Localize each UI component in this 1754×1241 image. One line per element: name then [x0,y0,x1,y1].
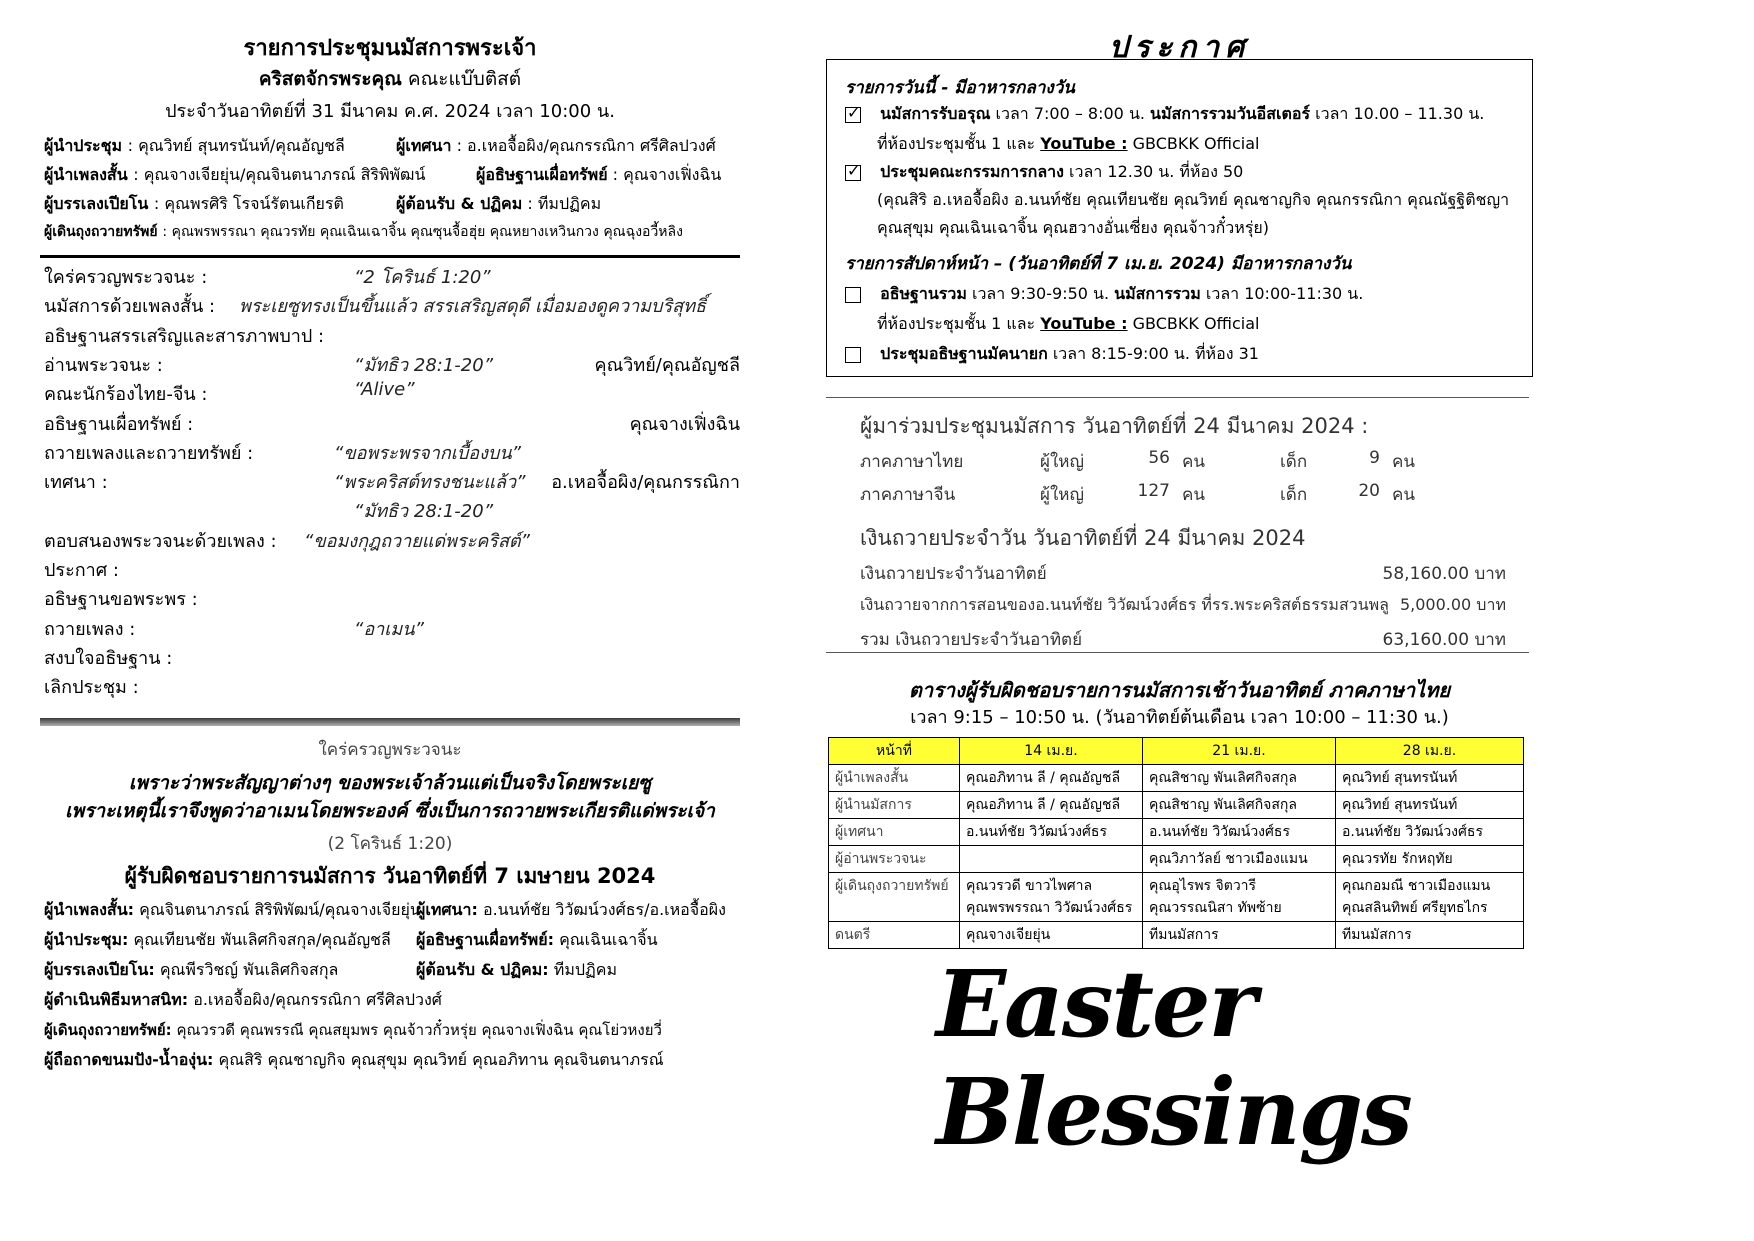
divider [40,255,740,258]
next-staff-row [44,928,744,954]
staff-name: : คุณพรพรรณา คุณวรทัย คุณเฉินเฉาจิ้น คุณซุนจื้อฮุ่ย คุณหยางเหวินกวง คุณฉุงอวี้หลิง [162,224,683,240]
staff-role: ผู้อธิษฐานเผื่อทรัพย์: [416,930,554,949]
order-detail: พระเยซูทรงเป็นขึ้นแล้ว สรรเสริญสดุดี เมื่อมองดูความบริสุทธิ์ [239,296,706,318]
staff-entry [396,134,716,159]
schedule-role: ผู้เทศนา [829,819,960,846]
next-staff-row [44,958,744,984]
staff-entry [44,134,345,159]
offering-row: เงินถวายประจำวันอาทิตย์ 58,160.00 บาท [860,564,1506,584]
committee-members-2: คุณสุขุม คุณเฉินเฉาจิ้น คุณฮวางอั่นเซี่ยง คุณจ้าวกั๋วหรุ่ย) [877,218,1270,237]
staff-name: : คุณจางเจียยุ่น/คุณจินตนาภรณ์ สิริพิพัฒน์ [133,165,426,184]
column-header: 14 เม.ย. [960,738,1143,765]
staff-role: ผู้บรรเลงเปียโน [44,194,149,213]
staff-role: ผู้นำประชุม: [44,930,129,949]
order-detail: “มัทธิว 28:1-20” [354,354,494,376]
divider [826,652,1529,653]
staff-entry [44,1048,664,1073]
schedule-cell: อ.นนท์ชัย วิวัฒน์วงศ์ธร [960,819,1143,846]
schedule-row [829,873,1524,922]
order-item [44,262,740,288]
committee-members-1: (คุณสิริ อ.เหอจื้อผิง อ.นนท์ชัย คุณเทียนชัย คุณวิทย์ คุณชาญกิจ คุณกรรณิกา คุณณัฐฐิติชญา [877,190,1510,209]
schedule-cell: คุณสิชาญ พันเลิศกิจสกุล [1143,765,1336,792]
staff-entry [416,898,726,923]
checkbox-checked-icon [845,107,861,123]
schedule-cell: คุณอภิทาน ลี / คุณอัญชลี [960,765,1143,792]
youtube-link[interactable]: YouTube : [1040,134,1128,153]
schedule-cell: คุณอภิทาน ลี / คุณอัญชลี [960,792,1143,819]
announcement-title: ประกาศ [1108,30,1251,65]
staff-role: ผู้นำเพลงสั้น [44,165,128,184]
next-week-title: ผู้รับผิดชอบรายการนมัสการ วันอาทิตย์ที่ 7 เมษายน 2024 [124,864,656,888]
staff-entry [44,958,338,983]
order-label: คณะนักร้องไทย-จีน : [44,384,208,406]
schedule-row [829,846,1524,873]
order-label: ประกาศ : [44,560,119,581]
next-week-item-1-location: ที่ห้องประชุมชั้น 1 และ YouTube : GBCBKK Official [877,314,1260,333]
next-staff-row [44,988,744,1014]
attendance-row-chinese: ภาคภาษาจีน ผู้ใหญ่ 127 คน เด็ก 20 คน [860,481,1415,505]
order-item [44,555,740,581]
staff-name: คุณพีรวิชญ์ พันเลิศกิจสกุล [159,960,339,979]
staff-name: คุณเทียนชัย พันเลิศกิจสกุล/คุณอัญชลี [133,930,391,949]
staff-name: : อ.เหอจื้อผิง/คุณกรรณิกา ศรีศิลปวงศ์ [456,136,716,155]
order-detail: “Alive” [354,379,415,401]
staff-name: คุณจินตนาภรณ์ สิริพิพัฒน์/คุณจางเจียยุ่น [139,900,421,919]
divider-bar [40,718,740,726]
order-label: อธิษฐานขอพระพร : [44,589,198,611]
order-label: ตอบสนองพระวจนะด้วยเพลง : [44,530,277,552]
order-item [44,614,740,640]
schedule-role: ผู้นำนมัสการ [829,792,960,819]
order-label: เลิกประชุม : [44,677,139,699]
schedule-cell: คุณวิทย์ สุนทรนันท์ [1336,765,1524,792]
offering-row: เงินถวายจากการสอนของอ.นนท์ชัย วิวัฒน์วงศ์ธร ที่รร.พระคริสต์ธรรมสวนพลู 5,000.00 บาท [860,595,1506,614]
staff-role: ผู้นำเพลงสั้น: [44,900,135,919]
next-staff-row [44,898,744,924]
today-item-1: ✓ นมัสการรับอรุณ เวลา 7:00 – 8:00 น. นมัสการรวมวันอีสเตอร์ เวลา 10.00 – 11.30 น. [845,102,1484,127]
attendance-row-thai: ภาคภาษาไทย ผู้ใหญ่ 56 คน เด็ก 9 คน [860,448,1415,472]
order-item [44,526,740,552]
column-header: หน้าที่ [829,738,960,765]
staff-entry [416,928,658,953]
order-item [44,584,740,610]
church-name-rest: คณะแบ๊บติสต์ [407,68,522,90]
staff-role: ผู้บรรเลงเปียโน: [44,960,155,979]
schedule-cell: คุณวรทัย รักหฤทัย [1336,846,1524,873]
staff-name: คุณวรวดี คุณพรรณี คุณสยุมพร คุณจ้าวกั๋วหรุ่ย คุณจางเฟิ่งฉิน คุณโย่วหงยวี่ [176,1021,662,1039]
order-item [44,643,740,669]
order-item [44,379,740,405]
staff-role: ผู้เดินถุงถวายทรัพย์: [44,1021,172,1039]
staff-entry [44,898,421,923]
staff-row [44,134,744,160]
staff-role: ผู้ดำเนินพิธีมหาสนิท: [44,990,189,1009]
church-name-bold: คริสตจักรพระคุณ [258,68,402,90]
order-item [44,438,740,464]
staff-name: : ทีมปฏิคม [527,194,602,213]
staff-entry [396,192,601,217]
schedule-cell: คุณสิชาญ พันเลิศกิจสกุล [1143,792,1336,819]
schedule-cell: คุณอุไรพร จิตวารี คุณวรรณนิสา ทัพซ้าย [1143,873,1336,922]
staff-entry [44,988,442,1013]
staff-name: อ.นนท์ชัย วิวัฒน์วงศ์ธร/อ.เหอจื้อผิง [482,900,726,919]
today-item-2: ✓ ประชุมคณะกรรมการกลาง เวลา 12.30 น. ที่ห้อง 50 [845,160,1243,185]
staff-entry [44,163,425,188]
attendance-heading: ผู้มาร่วมประชุมนมัสการ วันอาทิตย์ที่ 24 มีนาคม 2024 : [860,414,1369,438]
order-label: นมัสการด้วยเพลงสั้น : [44,296,216,318]
youtube-link[interactable]: YouTube : [1040,314,1128,333]
next-staff-row [44,1018,744,1044]
next-week-item-1: อธิษฐานรวม เวลา 9:30-9:50 น. นมัสการรวม เวลา 10:00-11:30 น. [845,282,1363,307]
divider [826,397,1529,398]
checkbox-unchecked-icon [845,347,861,363]
order-detail: “ขอพระพรจากเบื้องบน” [334,442,521,464]
order-item [44,291,740,317]
verse-line-2: เพราะเหตุนี้เราจึงพูดว่าอาเมนโดยพระองค์ ซึ่งเป็นการถวายพระเกียรติแด่พระเจ้า [65,800,715,822]
order-detail: “ขอมงกุฎถวายแด่พระคริสต์” [304,530,530,552]
order-item [44,496,740,522]
schedule-row [829,792,1524,819]
order-person: คุณจางเฟิ่งฉิน [629,413,740,435]
schedule-subtitle: เวลา 9:15 – 10:50 น. (วันอาทิตย์ต้นเดือน เวลา 10:00 – 11:30 น.) [910,707,1449,728]
order-label: อธิษฐานสรรเสริญและสารภาพบาป : [44,325,325,347]
staff-entry [44,221,683,243]
staff-entry [476,163,721,188]
schedule-title: ตารางผู้รับผิดชอบรายการนมัสการเช้าวันอาทิตย์ ภาคภาษาไทย [908,678,1451,702]
checkbox-unchecked-icon [845,287,861,303]
order-label: สงบใจอธิษฐาน : [44,647,173,669]
staff-role: ผู้นำประชุม [44,136,123,155]
staff-role: ผู้เดินถุงถวายทรัพย์ [44,224,158,240]
order-detail: “พระคริสต์ทรงชนะแล้ว” [334,472,526,494]
order-detail: “มัทธิว 28:1-20” [354,501,494,523]
staff-role: ผู้ต้อนรับ & ปฏิคม [396,194,523,213]
staff-role: ผู้เทศนา [396,136,452,155]
order-label: ใคร่ครวญพระวจนะ : [44,267,208,288]
order-item [44,321,740,347]
staff-name: คุณเฉินเฉาจิ้น [559,930,658,949]
service-date: ประจำวันอาทิตย์ที่ 31 มีนาคม ค.ศ. 2024 เวลา 10:00 น. [165,101,615,122]
schedule-cell: คุณจางเจียยุ่น [960,922,1143,949]
page-title: รายการประชุมนมัสการพระเจ้า [243,36,537,61]
schedule-cell: ทีมนมัสการ [1336,922,1524,949]
staff-row [44,192,744,218]
order-item [44,467,740,493]
today-heading: รายการวันนี้ - มีอาหารกลางวัน [845,78,1075,98]
staff-entry [416,958,617,983]
schedule-cell: อ.นนท์ชัย วิวัฒน์วงศ์ธร [1336,819,1524,846]
schedule-cell: คุณกอมณี ชาวเมืองแมน คุณสลินทิพย์ ศรียุทธไกร [1336,873,1524,922]
staff-row [44,221,744,247]
schedule-row [829,922,1524,949]
next-staff-row [44,1048,744,1074]
order-label: อ่านพระวจนะ : [44,354,163,376]
staff-name: คุณสิริ คุณชาญกิจ คุณสุขุม คุณวิทย์ คุณอภิทาน คุณจินตนาภรณ์ [218,1050,664,1069]
staff-role: ผู้ต้อนรับ & ปฏิคม: [416,960,549,979]
next-week-item-2: ประชุมอธิษฐานมัคนายก เวลา 8:15-9:00 น. ที่ห้อง 31 [845,342,1259,367]
order-detail: “อาเมน” [354,618,424,640]
announcement-box [826,59,1533,377]
next-week-heading: รายการสัปดาห์หน้า – (วันอาทิตย์ที่ 7 เม.ย. 2024) มีอาหารกลางวัน [845,254,1352,274]
staff-name: อ.เหอจื้อผิง/คุณกรรณิกา ศรีศิลปวงศ์ [193,990,442,1009]
schedule-cell: คุณวรวดี ขาวไพศาล คุณพรพรรณา วิวัฒน์วงศ์ธร [960,873,1143,922]
order-person: อ.เหอจื้อผิง/คุณกรรณิกา [551,472,740,494]
offering-heading: เงินถวายประจำวัน วันอาทิตย์ที่ 24 มีนาคม 2024 [860,526,1306,550]
schedule-cell [960,846,1143,873]
staff-name: : คุณจางเฟิ่งฉิน [612,165,722,184]
verse-line-1: เพราะว่าพระสัญญาต่างๆ ของพระเจ้าล้วนแต่เป็นจริงโดยพระเยซู [128,772,652,794]
schedule-header-row [829,738,1524,765]
schedule-role: ผู้เดินถุงถวายทรัพย์ [829,873,960,922]
column-header: 21 เม.ย. [1143,738,1336,765]
schedule-row [829,819,1524,846]
order-label: อธิษฐานเผื่อทรัพย์ : [44,413,194,435]
staff-role: ผู้ถือถาดขนมปัง-น้ำองุ่น: [44,1050,214,1069]
order-person: คุณวิทย์/คุณอัญชลี [594,354,740,376]
schedule-cell: อ.นนท์ชัย วิวัฒน์วงศ์ธร [1143,819,1336,846]
schedule-cell: คุณวิภาวัลย์ ชาวเมืองแมน [1143,846,1336,873]
schedule-row [829,765,1524,792]
staff-row [44,163,744,189]
schedule-cell: ทีมนมัสการ [1143,922,1336,949]
column-header: 28 เม.ย. [1336,738,1524,765]
schedule-role: ผู้อ่านพระวจนะ [829,846,960,873]
schedule-table [828,737,1524,949]
reflect-heading: ใคร่ครวญพระวจนะ [318,740,462,760]
schedule-role: ผู้นำเพลงสั้น [829,765,960,792]
order-detail: “2 โครินธ์ 1:20” [354,267,491,288]
today-item-1-location: ที่ห้องประชุมชั้น 1 และ YouTube : GBCBKK Official [877,134,1260,153]
staff-role: ผู้อธิษฐานเผื่อทรัพย์ [476,165,608,184]
staff-entry [44,1018,662,1042]
staff-role: ผู้เทศนา: [416,900,478,919]
order-item [44,409,740,435]
staff-name: : คุณวิทย์ สุนทรนันท์/คุณอัญชลี [127,136,345,155]
schedule-role: ดนตรี [829,922,960,949]
order-label: ถวายเพลงและถวายทรัพย์ : [44,442,254,464]
staff-entry [44,928,391,953]
order-label: ถวายเพลง : [44,618,136,640]
offering-total-row: รวม เงินถวายประจำวันอาทิตย์ 63,160.00 บาท [860,630,1506,650]
staff-name: : คุณพรศิริ โรจน์รัตนเกียรติ [153,194,344,213]
staff-name: ทีมปฏิคม [553,960,618,979]
order-item [44,672,740,698]
order-item [44,350,740,376]
verse-reference: (2 โครินธ์ 1:20) [327,834,453,854]
schedule-cell: คุณวิทย์ สุนทรนันท์ [1336,792,1524,819]
checkbox-checked-icon [845,165,861,181]
easter-blessings-script: Easter Blessings [936,950,1411,1166]
staff-entry [44,192,344,217]
church-name [40,64,740,94]
order-label: เทศนา : [44,472,108,494]
